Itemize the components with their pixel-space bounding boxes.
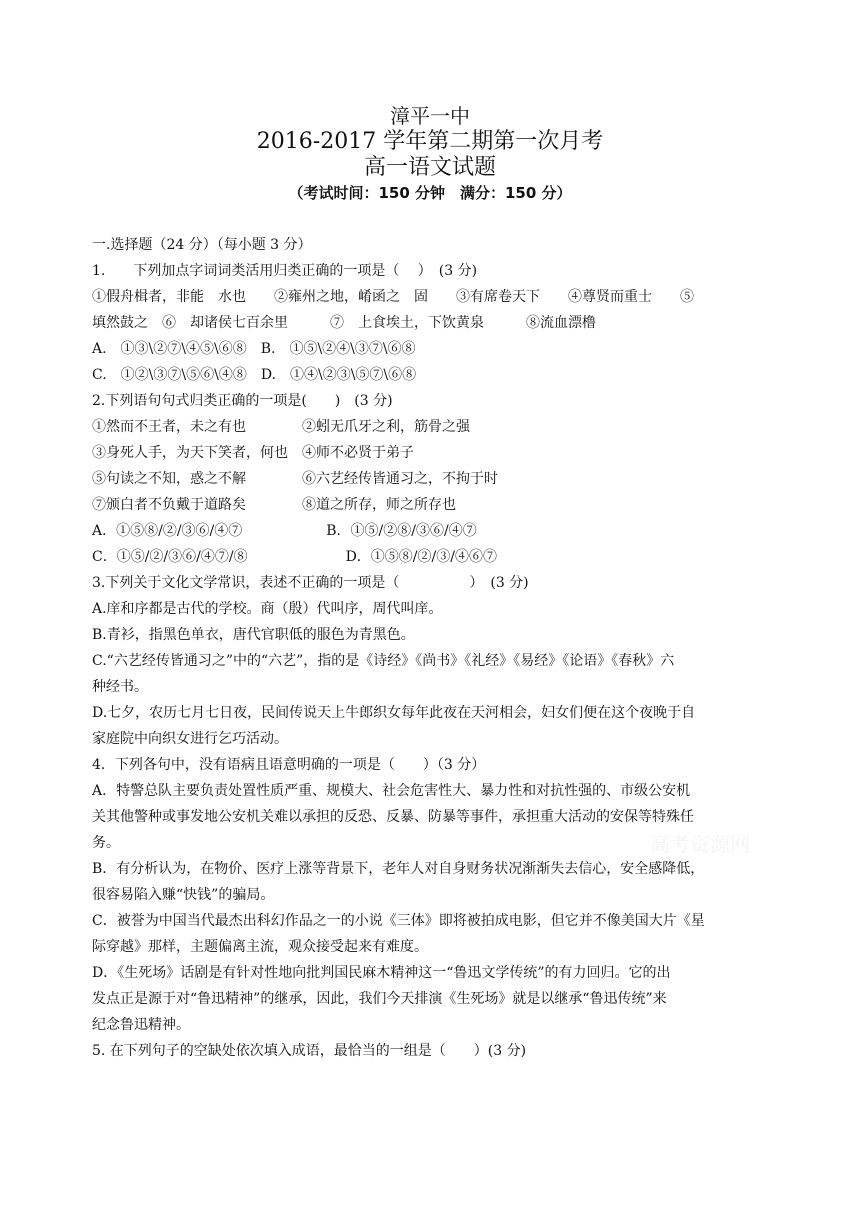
section-heading: 一.选择题（24 分）（每小题 3 分）	[92, 237, 312, 253]
question-4-option-b: B．有分析认为，在物价、医疗上涨等背景下，老年人对自身财务状况渐渐失去信心，安全感降低，	[92, 861, 705, 877]
question-4-option-a: 务。	[92, 835, 120, 851]
question-5-stem: 5. 在下列句子的空缺处依次填入成语，最恰当的一组是（ ）(3 分)	[92, 1043, 527, 1059]
question-2-stem: 2.下列语句句式归类正确的一项是( ) (3 分)	[92, 393, 393, 409]
question-2-options: A．①⑤⑧/②/③⑥/④⑦ B．①⑤/②⑧/③⑥/④⑦	[92, 523, 477, 539]
question-4-option-a: 关其他警种或事发地公安机关难以承担的反恐、反暴、防暴等事件，承担重大活动的安保等特殊任	[92, 809, 694, 825]
question-2-items: ①然而不王者，未之有也 ②蚓无爪牙之利，筋骨之强	[92, 419, 470, 435]
exam-info: （考试时间：150 分钟 满分：150 分）	[288, 184, 572, 202]
question-3-option-a: A.庠和序都是古代的学校。商（殷）代叫序，周代叫庠。	[92, 601, 443, 617]
question-4-stem: 4．下列各句中，没有语病且语意明确的一项是（ ）（3 分）	[92, 757, 486, 773]
question-3-stem: 3.下列关于文化文学常识，表述不正确的一项是（ ） (3 分)	[92, 575, 529, 591]
question-1-items: ①假舟楫者，非能 水也 ②雍州之地，崤函之 固 ③有席卷天下 ④尊贤而重士 ⑤	[92, 289, 694, 305]
question-3-option-c: C.“六艺经传皆通习之”中的“六艺”，指的是《诗经》《尚书》《礼经》《易经》《论语》《春秋》六	[92, 653, 675, 669]
school-name: 漳平一中	[390, 104, 470, 128]
exam-title: 2016-2017 学年第二期第一次月考	[256, 129, 604, 154]
question-2-items: ⑤句读之不知，惑之不解 ⑥六艺经传皆通习之，不拘于时	[92, 471, 498, 487]
question-2-items: ③身死人手，为天下笑者，何也 ④师不必贤于弟子	[92, 445, 414, 461]
question-1-options: A. ①③\②⑦\④⑤\⑥⑧ B. ①⑤\②④\③⑦\⑥⑧	[92, 341, 416, 357]
question-4-option-a: A．特警总队主要负责处置性质严重、规模大、社会危害性大、暴力性和对抗性强的、市级公安机	[92, 783, 691, 799]
watermark: 高考资源网	[650, 832, 750, 856]
subject-title: 高一语文试题	[363, 155, 496, 180]
question-4-option-c: C．被誉为中国当代最杰出科幻作品之一的小说《三体》即将被拍成电影，但它并不像美国大片《星	[92, 913, 705, 929]
question-3-option-c: 种经书。	[92, 679, 148, 695]
question-3-option-d: D.七夕，农历七月七日夜，民间传说天上牛郎织女每年此夜在天河相会，妇女们便在这个夜晚于自	[92, 705, 696, 721]
question-3-option-d: 家庭院中向织女进行乞巧活动。	[92, 731, 288, 747]
question-4-option-c: 际穿越》那样，主题偏离主流，观众接受起来有难度。	[92, 939, 428, 955]
question-4-option-d: 纪念鲁迅精神。	[92, 1017, 190, 1033]
question-3-option-b: B.青衫，指黑色单衣，唐代官职低的服色为青黑色。	[92, 627, 415, 643]
question-4-option-b: 很容易陷入赚“快钱”的骗局。	[92, 887, 275, 903]
question-1-stem: 1. 下列加点字词词类活用归类正确的一项是（ ） (3 分)	[92, 263, 478, 279]
question-2-items: ⑦颁白者不负戴于道路矣 ⑧道之所存，师之所存也	[92, 497, 456, 513]
question-1-options: C. ①②\③⑦\⑤⑥\④⑧ D. ①④\②③\⑤⑦\⑥⑧	[92, 367, 417, 383]
question-4-option-d: 发点正是源于对“鲁迅精神”的继承，因此，我们今天排演《生死场》就是以继承“鲁迅传统”来	[92, 991, 667, 1007]
question-4-option-d: D．《生死场》话剧是有针对性地向批判国民麻木精神这一“鲁迅文学传统”的有力回归。它的出	[92, 965, 671, 981]
question-2-options: C．①⑤/②/③⑥/④⑦/⑧ D．①⑤⑧/②/③/④⑥⑦	[92, 549, 497, 565]
question-1-items: 填然鼓之 ⑥ 却诸侯七百余里 ⑦ 上食埃土，下饮黄泉 ⑧流血漂橹	[92, 315, 596, 331]
